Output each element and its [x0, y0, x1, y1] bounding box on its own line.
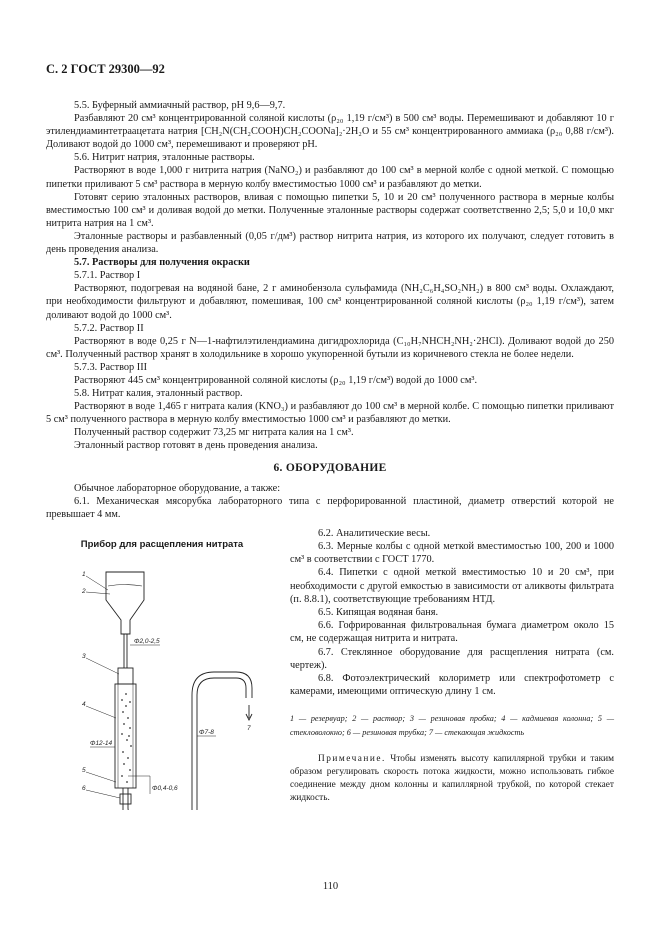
page-number: 110 [322, 881, 339, 892]
equipment-list [278, 527, 614, 815]
dimension-label-column: Φ12-14 [90, 739, 113, 747]
section-5-7-2-title: 5.7.2. Раствор II [74, 322, 144, 334]
section-5-7-3-title: 5.7.3. Раствор III [74, 361, 148, 373]
figure-label-2: 2 [82, 587, 86, 595]
section-5-7-1-title: 5.7.1. Раствор I [74, 270, 141, 282]
section-6-5: 6.5. Кипящая водяная баня. [318, 607, 439, 619]
section-6-intro: Обычное лабораторное оборудование, а также: [74, 482, 281, 494]
section-6-2: 6.2. Аналитические весы. [318, 527, 431, 539]
figure-caption: 1 — резервуар; 2 — раствор; 3 — резиновая пробка; 4 — кадмиевая колонна; 5 — стекловолокно; 6 — резиновая трубка; 7 — стекающая жидкость [290, 714, 614, 737]
section-6-8: 6.8. Фотоэлектрический колориметр или спектрофотометр с камерами, имеющими оптическую длину 1 см. [290, 673, 614, 698]
figure-and-list [46, 527, 614, 815]
section-6-7: 6.7. Стеклянное оборудование для расщепления нитрата (см. чертеж). [290, 646, 614, 671]
section-5-8-text-2: Полученный раствор содержит 73,25 мг нитрата калия на 1 см³. [74, 427, 354, 439]
figure-label-3: 3 [82, 652, 86, 660]
section-6-6: 6.6. Гофрированная фильтровальная бумага диаметром около 15 см, не содержащая нитрита и нитрата. [290, 620, 614, 645]
figure-block [46, 527, 278, 815]
section-5-6-text-2: Готовят серию эталонных растворов, вливая с помощью пипетки 5, 10 и 20 см³ полученного раствора в мерные колбы вместимостью 100 см³ и доливая водой до метки. Полученные эталонные растворы содержат соответственно 2,5; 5,0 и 10,0 мкг нитрита натрия на 1 см³. [46, 191, 614, 229]
note [290, 753, 614, 806]
section-5-8-text-1: Растворяют в воде 1,465 г нитрата калия (KNO₃) и разбавляют до 100 см³ в мерной колбе. С помощью пипетки приливают 5 см³ полученного раствора в мерную колбу вместимостью 1000 см³ и разбавляют до метки. [46, 401, 614, 426]
nitrate-reduction-apparatus-diagram [46, 550, 278, 810]
section-5-5-title: 5.5. Буферный аммиачный раствор, pH 9,6—9,7. [74, 100, 286, 111]
note-text: Чтобы изменять высоту капиллярной трубки и таким образом регулировать скорость потока жидкости, можно использовать гибкое соединение между дном колонны и капиллярной трубкой, по которой стекает жидкость. [290, 753, 614, 804]
section-5-5-text: Разбавляют 20 см³ концентрированной соляной кислоты (ρ₂₀ 1,19 г/см³) в 500 см³ воды. Перемешивают и добавляют 10 г этилендиаминтетраацетата натрия [CH₂N(CH₂COOH)CH₂COONa]₂·2H₂O и 55 см³ концентрированного аммиака (ρ₂₀ 0,88 г/см³). Доливают водой до 1000 см³, перемешивают и проверяют pH. [46, 113, 614, 151]
section-6-3: 6.3. Мерные колбы с одной меткой вместимостью 100, 200 и 1000 см³ в соответствии с ГОСТ 1770. [290, 541, 614, 566]
section-5-7-title: 5.7. Растворы для получения окраски [74, 257, 250, 269]
section-5-7-2-text: Растворяют в воде 0,25 г N—1-нафтилэтилендиамина дигидрохлорида (C₁₀H₇NHCH₂NH₂·2HCl). Доливают водой до 250 см³. Полученный раствор хранят в холодильнике в хорошо укупоренной бутыли из коричневого стекла не более недели. [46, 335, 614, 360]
section-5-6-text-1: Растворяют в воде 1,000 г нитрита натрия (NaNO₂) и разбавляют до 100 см³ в мерной колбе с одной меткой. С помощью пипетки приливают 5 см³ раствора в мерную колбу вместимостью 1000 см³ и разбавляют до метки. [46, 165, 614, 190]
figure-label-1: 1 [82, 570, 86, 578]
note-label: Примечание. [318, 753, 386, 764]
section-5-7-3-text: Растворяют 445 см³ концентрированной соляной кислоты (ρ₂₀ 1,19 г/см³) водой до 1000 см³. [74, 374, 478, 386]
section-5-6-text-3: Эталонные растворы и разбавленный (0,05 г/дм³) раствор нитрита натрия, из которого их получают, следует готовить в день проведения анализа. [46, 230, 614, 256]
section-5-6-title: 5.6. Нитрит натрия, эталонные растворы. [74, 152, 255, 164]
figure-label-4: 4 [82, 700, 86, 708]
section-5-8-title: 5.8. Нитрат калия, эталонный раствор. [74, 388, 243, 400]
dimension-label-outlet: Φ0,4-0,6 [152, 784, 178, 792]
section-5-8-text-3: Эталонный раствор готовят в день проведения анализа. [74, 440, 318, 452]
dimension-label-riser: Φ7-8 [199, 728, 214, 736]
section-6-heading: 6. ОБОРУДОВАНИЕ [273, 461, 387, 474]
section-5-7-1-text: Растворяют, подогревая на водяной бане, 2 г аминобензола сульфамида (NH₂C₆H₄SO₂NH₂) в 800 см³ воды. Охлаждают, при необходимости фильтруют и добавляют, помешивая, 100 см³ концентрированной соляной кислоты (ρ₂₀ 1,19 г/см³), затем доливают водой до 1000 см³. [46, 283, 614, 321]
figure-title: Прибор для расщепления нитрата [80, 538, 244, 550]
figure-label-5: 5 [82, 766, 86, 774]
section-6-1: 6.1. Механическая мясорубка лабораторного типа с перфорированной пластиной, диаметр отверстий которой не превышает 4 мм. [46, 495, 614, 520]
dimension-label-capillary: Φ2,0-2,5 [134, 637, 160, 645]
page-content [46, 62, 614, 815]
section-6-4: 6.4. Пипетки с одной меткой вместимостью 10 и 20 см³, при необходимости с другой емкостью в зависимости от аликвоты фильтрата (п. 8.8.1), соответствующие требованиям НТД. [290, 567, 614, 605]
figure-label-6: 6 [82, 784, 86, 792]
figure-label-7: 7 [247, 724, 251, 732]
page-header: С. 2 ГОСТ 29300—92 [46, 62, 165, 76]
